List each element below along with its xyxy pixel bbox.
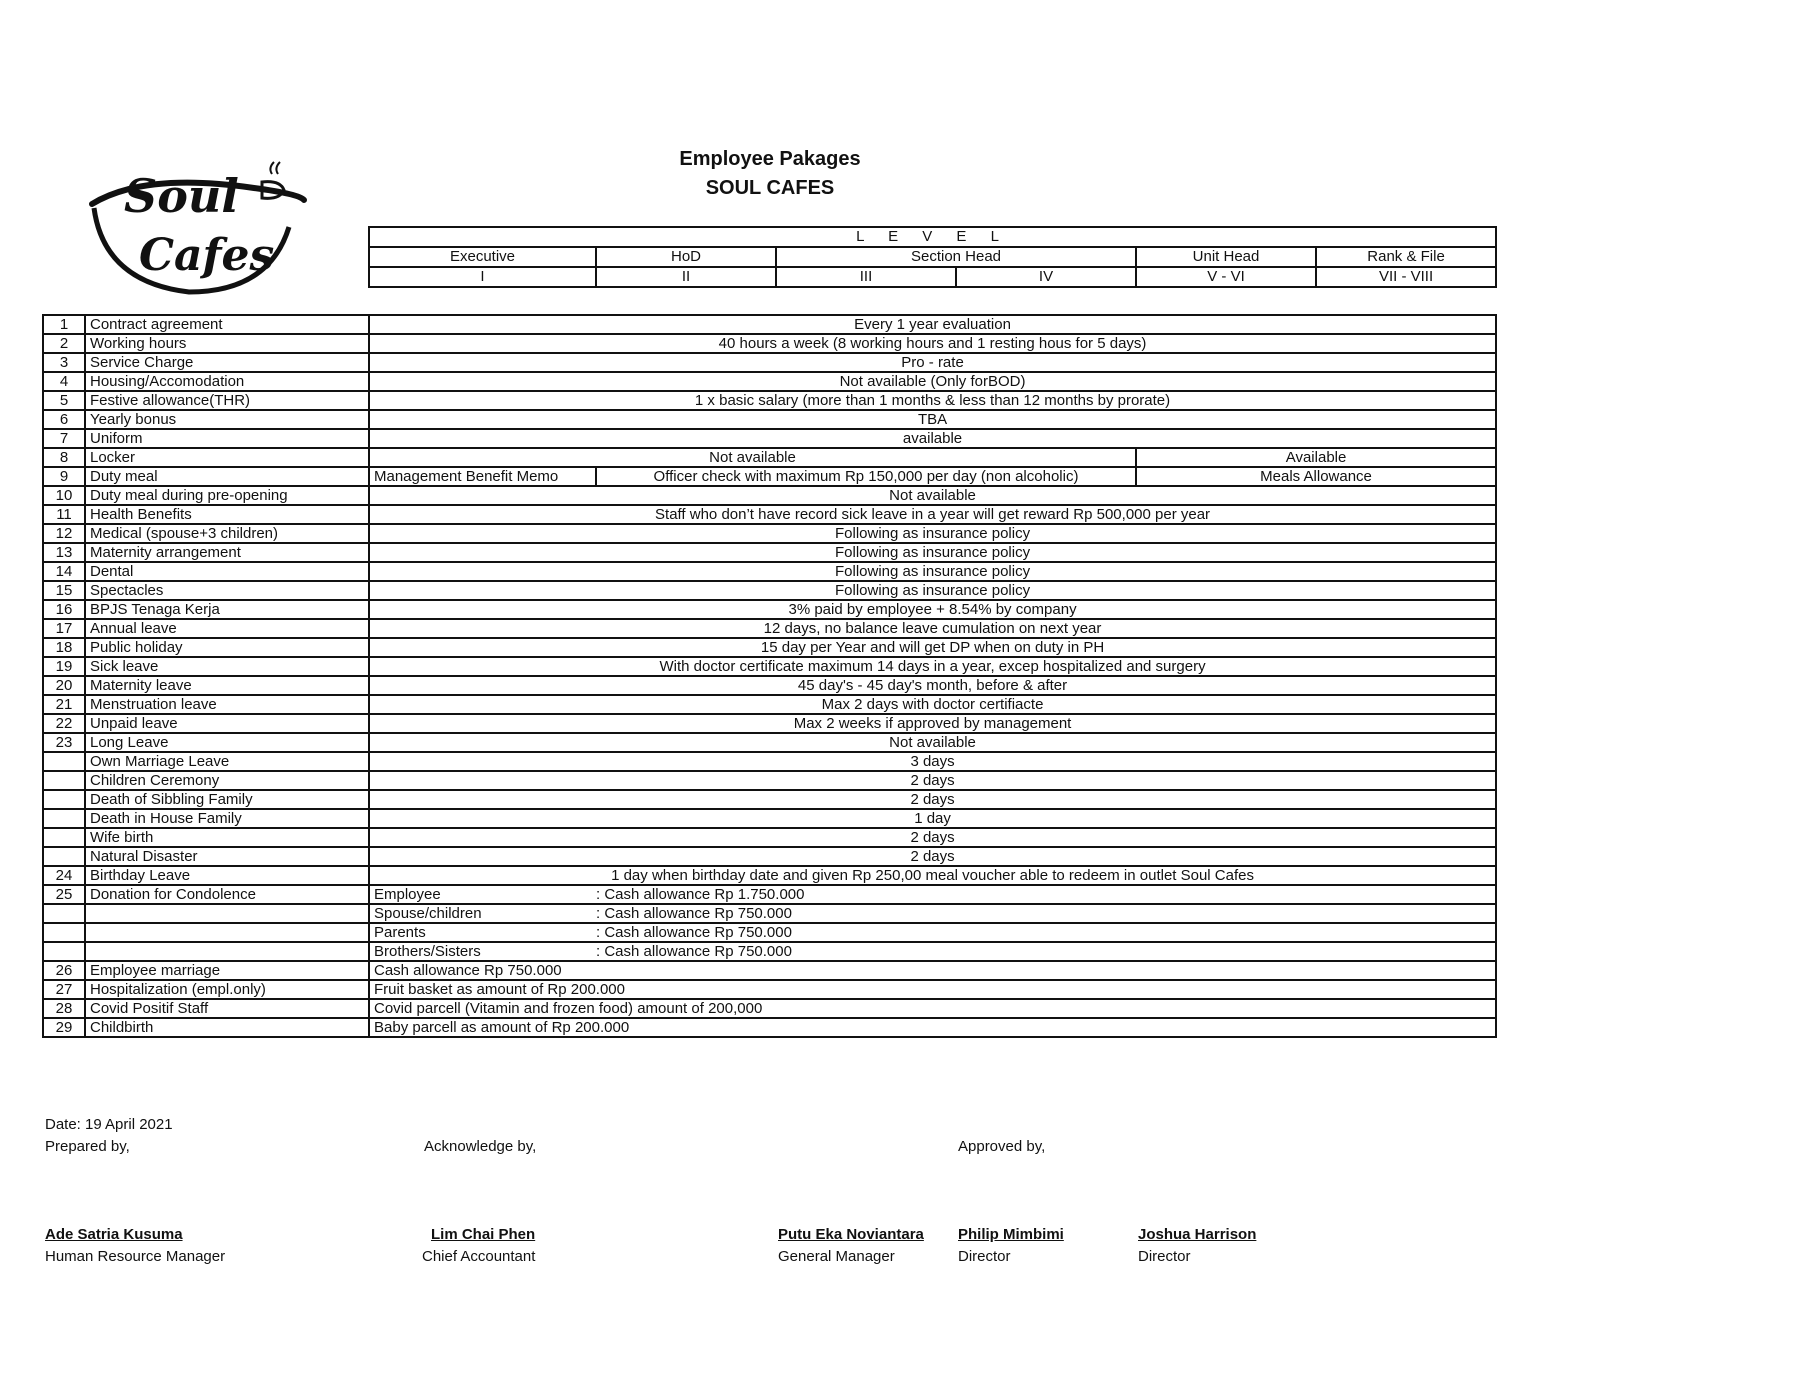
table-row: 3 Service Charge Pro - rate <box>43 353 1496 372</box>
table-row: Death in House Family 1 day <box>43 809 1496 828</box>
table-row: 19 Sick leave With doctor certificate maximum 14 days in a year, excep hospitalized and surgery <box>43 657 1496 676</box>
acknowledge-by: Acknowledge by, <box>424 1138 537 1155</box>
signatory-name: Putu Eka Noviantara <box>778 1226 924 1243</box>
date: Date: 19 April 2021 <box>45 1116 173 1133</box>
table-row: 22 Unpaid leave Max 2 weeks if approved by management <box>43 714 1496 733</box>
svg-text:Cafes: Cafes <box>139 230 275 281</box>
table-row: 2 Working hours 40 hours a week (8 working hours and 1 resting hous for 5 days) <box>43 334 1496 353</box>
table-row: 12 Medical (spouse+3 children) Following as insurance policy <box>43 524 1496 543</box>
table-row: 1 Contract agreement Every 1 year evaluation <box>43 315 1496 334</box>
level-table <box>368 226 1497 288</box>
table-row: 13 Maternity arrangement Following as insurance policy <box>43 543 1496 562</box>
condolence-row <box>43 904 1496 923</box>
locker-row: 8 Locker Not available Available <box>43 448 1496 467</box>
table-row: Wife birth 2 days <box>43 828 1496 847</box>
condolence-recipient: Employee <box>374 886 441 903</box>
table-row: 17 Annual leave 12 days, no balance leave cumulation on next year <box>43 619 1496 638</box>
company-name: SOUL CAFES <box>705 177 835 199</box>
table-row: 6 Yearly bonus TBA <box>43 410 1496 429</box>
signatory-title: Human Resource Manager <box>45 1248 226 1265</box>
level-codes-row: I II III IV V - VI VII - VIII <box>369 267 1496 287</box>
signatory-name: Joshua Harrison <box>1138 1226 1257 1243</box>
table-row: 18 Public holiday 15 day per Year and will get DP when on duty in PH <box>43 638 1496 657</box>
table-row: 7 Uniform available <box>43 429 1496 448</box>
approved-by: Approved by, <box>958 1138 1046 1155</box>
condolence-amount: : Cash allowance Rp 1.750.000 <box>596 886 805 903</box>
table-row: 15 Spectacles Following as insurance policy <box>43 581 1496 600</box>
condolence-recipient: Brothers/Sisters <box>374 943 481 960</box>
table-row: 23 Long Leave Not available <box>43 733 1496 752</box>
signatory-name: Ade Satria Kusuma <box>45 1226 183 1243</box>
signatory-name: Philip Mimbimi <box>958 1226 1064 1243</box>
condolence-recipient: Spouse/children <box>374 905 482 922</box>
table-row: 10 Duty meal during pre-opening Not available <box>43 486 1496 505</box>
benefits-table <box>42 314 1497 1038</box>
level-groups-row: Executive HoD Section Head Unit Head Rank & File <box>369 247 1496 267</box>
signatory-title: General Manager <box>778 1248 895 1265</box>
condolence-row: 25 Donation for Condolence Employee : Cash allowance Rp 1.750.000 <box>43 885 1496 904</box>
table-row: 14 Dental Following as insurance policy <box>43 562 1496 581</box>
table-row: Death of Sibbling Family 2 days <box>43 790 1496 809</box>
table-row: 4 Housing/Accomodation Not available (Only forBOD) <box>43 372 1496 391</box>
signatory-title: Chief Accountant <box>422 1248 536 1265</box>
condolence-amount: : Cash allowance Rp 750.000 <box>596 924 792 941</box>
signatory-title: Director <box>1138 1248 1191 1265</box>
duty-meal-row: 9 Duty meal Management Benefit Memo Officer check with maximum Rp 150,000 per day (non alcoholic) Meals Allowance <box>43 467 1496 486</box>
table-row: 28 Covid Positif Staff Covid parcell (Vitamin and frozen food) amount of 200,000 <box>43 999 1496 1018</box>
table-row: 26 Employee marriage Cash allowance Rp 750.000 <box>43 961 1496 980</box>
table-row: Natural Disaster 2 days <box>43 847 1496 866</box>
prepared-by: Prepared by, <box>45 1138 130 1155</box>
table-row: 27 Hospitalization (empl.only) Fruit basket as amount of Rp 200.000 <box>43 980 1496 999</box>
table-row: 5 Festive allowance(THR) 1 x basic salary (more than 1 months & less than 12 months by prorate) <box>43 391 1496 410</box>
table-row: 24 Birthday Leave 1 day when birthday date and given Rp 250,00 meal voucher able to redeem in outlet Soul Cafes <box>43 866 1496 885</box>
condolence-recipient: Parents <box>374 924 426 941</box>
svg-text:Soul: Soul <box>124 169 239 223</box>
signatory-title: Director <box>958 1248 1011 1265</box>
table-row: 29 Childbirth Baby parcell as amount of Rp 200.000 <box>43 1018 1496 1037</box>
soul-cafes-logo <box>84 152 310 302</box>
table-row: 16 BPJS Tenaga Kerja 3% paid by employee + 8.54% by company <box>43 600 1496 619</box>
condolence-row <box>43 923 1496 942</box>
page-title: Employee Pakages <box>679 148 861 170</box>
condolence-amount: : Cash allowance Rp 750.000 <box>596 905 792 922</box>
signatory-name: Lim Chai Phen <box>431 1226 536 1243</box>
level-label: L E V E L <box>369 227 1496 247</box>
table-row: 11 Health Benefits Staff who don’t have record sick leave in a year will get reward Rp 500,000 per year <box>43 505 1496 524</box>
condolence-amount: : Cash allowance Rp 750.000 <box>596 943 792 960</box>
condolence-row <box>43 942 1496 961</box>
table-row: 21 Menstruation leave Max 2 days with doctor certifiacte <box>43 695 1496 714</box>
table-row: Own Marriage Leave 3 days <box>43 752 1496 771</box>
table-row: 20 Maternity leave 45 day's - 45 day's month, before & after <box>43 676 1496 695</box>
table-row: Children Ceremony 2 days <box>43 771 1496 790</box>
